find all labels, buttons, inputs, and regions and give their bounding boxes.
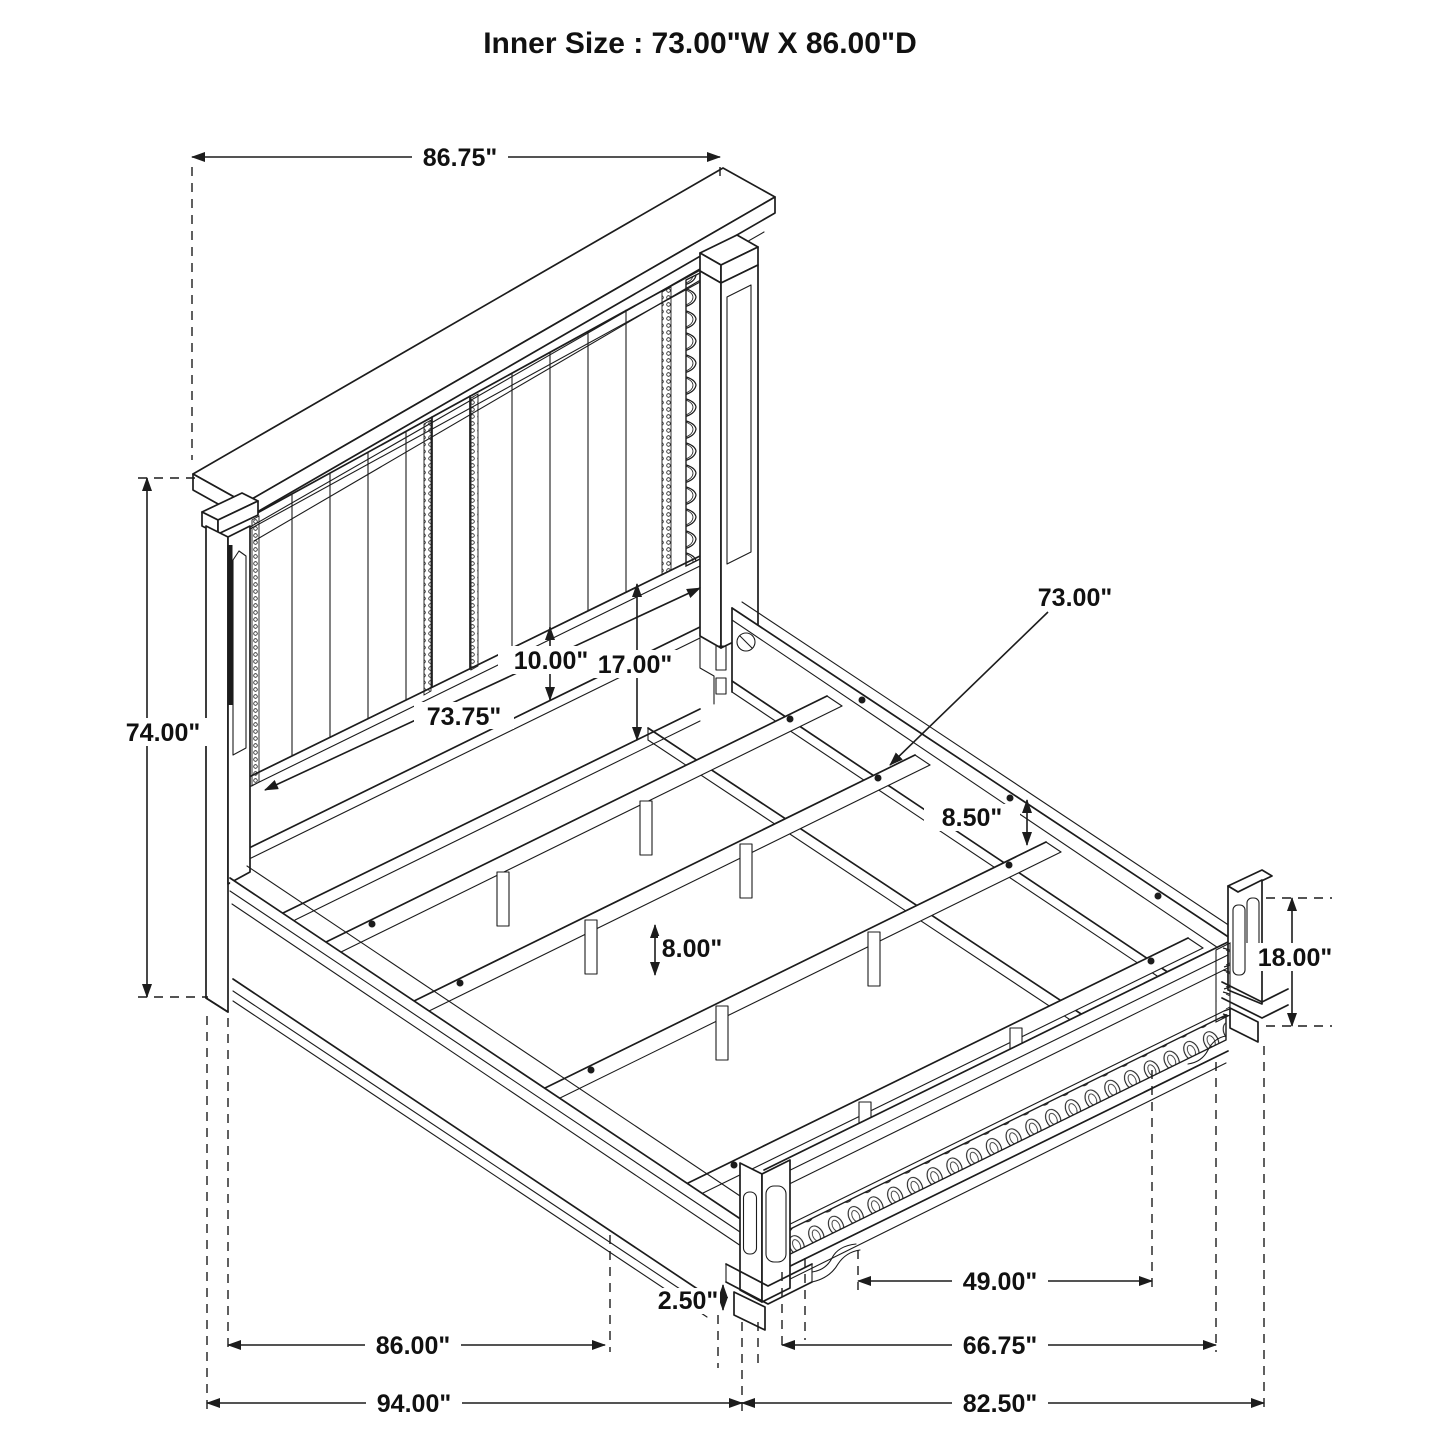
rail-hook-slot [716, 646, 726, 670]
dim-label-rail-to-slat: 8.50" [941, 804, 1003, 832]
dim-label-footboard-height: 18.00" [1257, 944, 1333, 972]
dim-label-foot-height: 2.50" [657, 1287, 719, 1315]
dim-label-headboard-height: 74.00" [125, 719, 201, 747]
slat [543, 842, 1061, 1099]
dim-label-rail-length: 86.00" [375, 1332, 451, 1360]
diagram-title: Inner Size : 73.00"W X 86.00"D [483, 27, 917, 60]
dim-label-slat-width: 73.00" [1037, 584, 1113, 612]
dim-label-footboard-inner: 49.00" [962, 1268, 1038, 1296]
dim-label-cleat-gap: 10.00" [513, 647, 589, 675]
rail-hook-slot [716, 678, 726, 694]
dim-label-overall-length: 94.00" [376, 1390, 452, 1418]
dim-label-headboard-width: 86.75" [422, 144, 498, 172]
dim-label-headboard-clearance: 17.00" [597, 651, 673, 679]
dim-label-overall-width: 82.50" [962, 1390, 1038, 1418]
dim-label-footboard-outer: 66.75" [962, 1332, 1038, 1360]
dim-label-leg-height: 8.00" [661, 935, 723, 963]
leader-slat-width [890, 612, 1048, 765]
near-side-rail [206, 866, 752, 1317]
dim-label-panel-width: 73.75" [426, 703, 502, 731]
headboard [193, 168, 775, 1012]
